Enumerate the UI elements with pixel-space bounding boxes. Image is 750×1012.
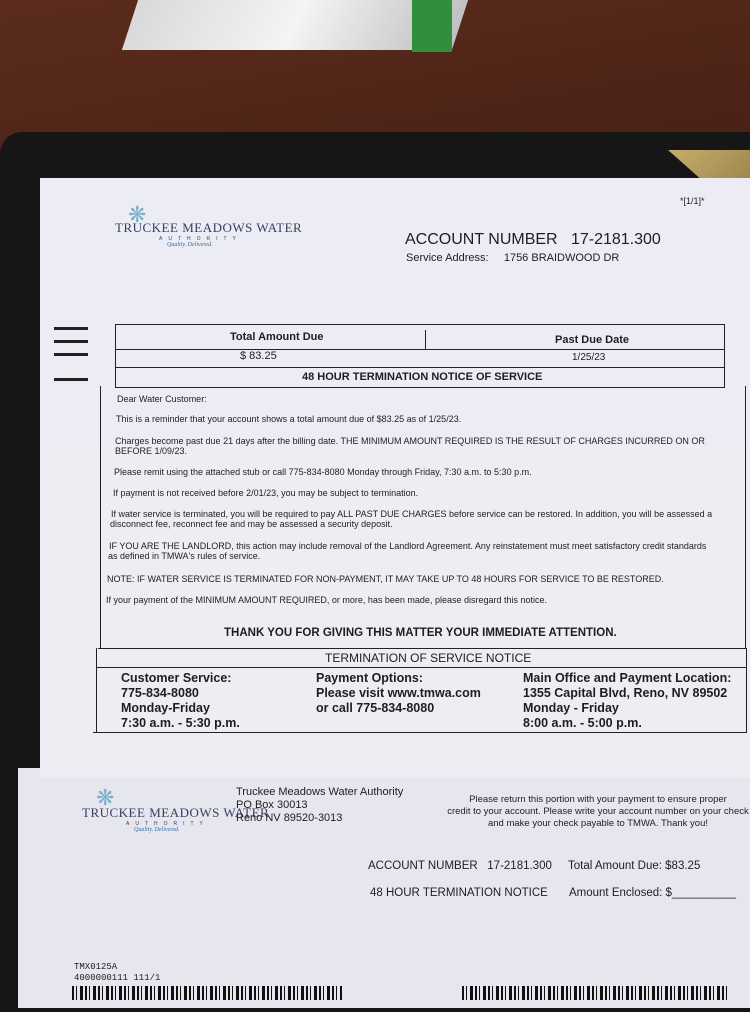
letter-greeting: Dear Water Customer: [117, 394, 207, 404]
customer-service-title: Customer Service: [121, 671, 232, 685]
payment-options-web: Please visit www.tmwa.com [316, 686, 481, 700]
account-number: 17-2181.300 [570, 231, 661, 248]
margin-mark [54, 327, 88, 330]
letter-paragraph: If your payment of the MINIMUM AMOUNT REQUIRED, or more, has been made, please disregard this notice. [106, 595, 548, 605]
logo-authority: AUTHORITY [159, 236, 242, 242]
thank-you-line: THANK YOU FOR GIVING THIS MATTER YOUR IMMEDIATE ATTENTION. [224, 627, 617, 639]
total-amount-value: $ 83.25 [240, 350, 277, 362]
table-divider [115, 349, 724, 350]
payment-options-phone: or call 775-834-8080 [316, 701, 435, 715]
letter-paragraph: Please remit using the attached stub or call 775-834-8080 Monday through Friday, 7:30 a.m. to 5:30 p.m. [114, 467, 532, 477]
box-divider [98, 648, 746, 649]
main-office-hours: 8:00 a.m. - 5:00 p.m. [523, 716, 642, 730]
past-due-value: 1/25/23 [572, 352, 606, 363]
service-label: Service Address: [406, 252, 489, 264]
postal-barcode [72, 986, 342, 1000]
service-address: 1756 BRAIDWOOD DR [503, 252, 620, 264]
main-office-block [523, 671, 731, 731]
customer-service-days: Monday-Friday [121, 701, 210, 715]
postal-barcode [462, 986, 730, 1000]
water-drop-logo-icon: ❋ [128, 202, 147, 227]
remit-po-box: PO Box 30013 [236, 799, 308, 811]
total-amount-label: Total Amount Due [230, 331, 324, 343]
amount-enclosed-field[interactable]: Amount Enclosed: $__________ [569, 887, 736, 899]
stub-account-number: 17-2181.300 [487, 860, 552, 872]
logo-name: TRUCKEE MEADOWS WATER [115, 220, 303, 235]
stub-instruction-line: Please return this portion with your payment to ensure proper [469, 794, 727, 805]
letter-paragraph: If water service is terminated, you will be required to pay ALL PAST DUE CHARGES before service can be restored. In addition, you will be assessed a [111, 509, 713, 519]
stub-code: TMX0125A [74, 962, 118, 972]
account-heading [405, 231, 661, 249]
table-divider [425, 330, 426, 349]
service-address-line [406, 252, 619, 264]
letter-paragraph: as defined in TMWA's rules of service. [108, 551, 261, 561]
margin-mark [54, 378, 88, 381]
letter-paragraph: Charges become past due 21 days after the billing date. THE MINIMUM AMOUNT REQUIRED IS THE RESULT OF CHARGES INCURRED ON OR [115, 436, 705, 446]
past-due-label: Past Due Date [555, 334, 629, 346]
letter-paragraph: This is a reminder that your account shows a total amount due of $83.25 as of 1/25/23. [116, 414, 462, 424]
letter-paragraph: BEFORE 1/09/23. [115, 446, 188, 456]
customer-service-block [121, 671, 240, 731]
page-marker: *[1/1]* [680, 196, 705, 206]
stub-account-label: ACCOUNT NUMBER [368, 860, 478, 872]
margin-mark [54, 340, 88, 343]
stub-instruction-line: and make your check payable to TMWA. Thank you! [487, 818, 709, 829]
remit-city: Reno NV 89520-3013 [236, 812, 343, 824]
customer-service-hours: 7:30 a.m. - 5:30 p.m. [121, 716, 240, 730]
main-office-address: 1355 Capital Blvd, Reno, NV 89502 [523, 686, 728, 700]
logo-tagline: Quality. Delivered. [134, 827, 180, 833]
letter-paragraph: NOTE: IF WATER SERVICE IS TERMINATED FOR NON-PAYMENT, IT MAY TAKE UP TO 48 HOURS FOR SERVICE TO BE RESTORED. [107, 574, 664, 584]
letter-border-left [100, 386, 101, 648]
letter-paragraph: disconnect fee, reconnect fee and may be assessed a security deposit. [110, 519, 393, 529]
stub-instructions [428, 794, 750, 830]
main-office-title: Main Office and Payment Location: [523, 671, 732, 685]
logo-authority: AUTHORITY [126, 821, 209, 827]
termination-heading: TERMINATION OF SERVICE NOTICE [325, 651, 532, 665]
table-divider [115, 367, 724, 368]
logo-name: TRUCKEE MEADOWS WATER [82, 805, 270, 820]
letter-paragraph: IF YOU ARE THE LANDLORD, this action may include removal of the Landlord Agreement. Any reinstatement must meet satisfactory credit standards [109, 541, 707, 551]
stub-total-due: Total Amount Due: $83.25 [568, 860, 701, 872]
tmwa-logo [115, 220, 302, 248]
green-wrapper-end [412, 0, 452, 52]
stub-instruction-line: credit to your account. Please write your account number on your check [447, 806, 749, 817]
stub-code: 4000000111 111/1 [74, 973, 161, 983]
box-divider [97, 667, 746, 668]
stub-account [368, 860, 552, 872]
remit-address [236, 786, 403, 825]
payment-options-title: Payment Options: [316, 671, 423, 685]
stub-notice: 48 HOUR TERMINATION NOTICE [370, 887, 548, 899]
letter-border-right [745, 386, 746, 648]
main-office-days: Monday - Friday [523, 701, 619, 715]
notice-title: 48 HOUR TERMINATION NOTICE OF SERVICE [302, 371, 543, 383]
box-divider [93, 732, 747, 733]
box-border-right [746, 648, 747, 733]
remit-org: Truckee Meadows Water Authority [236, 786, 404, 798]
margin-mark [54, 353, 88, 356]
customer-service-phone: 775-834-8080 [121, 686, 199, 700]
account-label: ACCOUNT NUMBER [405, 231, 558, 248]
logo-tagline: Quality. Delivered. [167, 242, 213, 248]
water-drop-logo-icon: ❋ [96, 785, 115, 810]
box-border-left [96, 648, 97, 733]
letter-paragraph: If payment is not received before 2/01/23, you may be subject to termination. [113, 488, 419, 498]
payment-options-block [316, 671, 481, 716]
